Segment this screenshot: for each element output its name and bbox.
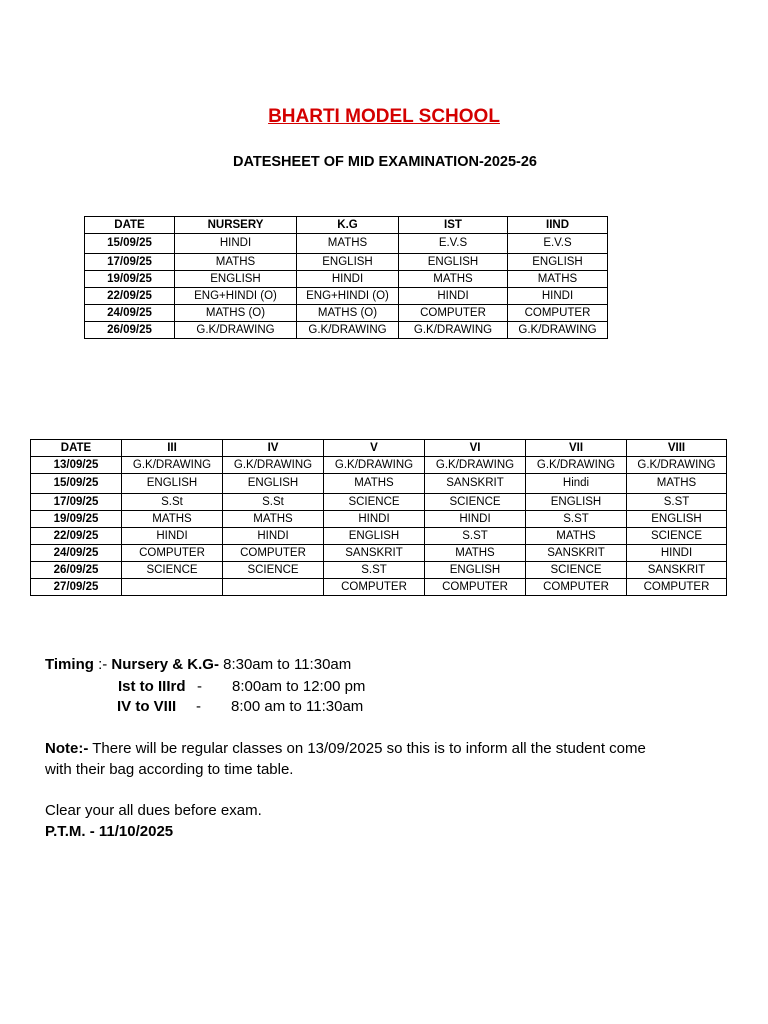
subject-cell: SCIENCE — [324, 494, 425, 511]
subject-cell: ENGLISH — [223, 474, 324, 494]
subject-cell: COMPUTER — [425, 579, 526, 596]
subject-cell: S.ST — [425, 528, 526, 545]
column-header: IIND — [508, 217, 608, 234]
table-row — [85, 254, 608, 271]
timing-line-iv-viii — [117, 697, 363, 717]
subject-cell: E.V.S — [508, 234, 608, 254]
date-cell: 22/09/25 — [85, 288, 175, 305]
subject-cell: COMPUTER — [324, 579, 425, 596]
column-header: NURSERY — [175, 217, 297, 234]
dues-note: Clear your all dues before exam. — [45, 802, 262, 819]
column-header: K.G — [297, 217, 399, 234]
subject-cell: MATHS (O) — [175, 305, 297, 322]
subject-cell: HINDI — [324, 511, 425, 528]
table-row — [31, 562, 727, 579]
subject-cell: SCIENCE — [526, 562, 627, 579]
subject-cell: ENGLISH — [399, 254, 508, 271]
subject-cell: HINDI — [122, 528, 223, 545]
column-header: IV — [223, 440, 324, 457]
timing-label: Timing — [45, 656, 94, 673]
subject-cell: ENG+HINDI (O) — [297, 288, 399, 305]
subject-cell: MATHS — [508, 271, 608, 288]
subject-cell: HINDI — [223, 528, 324, 545]
table-row — [31, 528, 727, 545]
table-row — [31, 457, 727, 474]
subject-cell: COMPUTER — [526, 579, 627, 596]
subject-cell: MATHS — [324, 474, 425, 494]
subject-cell: G.K/DRAWING — [425, 457, 526, 474]
school-name: BHARTI MODEL SCHOOL — [268, 106, 500, 127]
subject-cell: MATHS — [425, 545, 526, 562]
subject-cell: SANSKRIT — [627, 562, 727, 579]
subject-cell: ENGLISH — [297, 254, 399, 271]
date-cell: 15/09/25 — [31, 474, 122, 494]
subject-cell: SANSKRIT — [324, 545, 425, 562]
subject-cell: HINDI — [297, 271, 399, 288]
subject-cell: G.K/DRAWING — [175, 322, 297, 339]
datesheet-title: DATESHEET OF MID EXAMINATION-2025-26 — [232, 154, 537, 170]
subject-cell: E.V.S — [399, 234, 508, 254]
datesheet-table-senior — [30, 439, 727, 596]
table-body — [31, 457, 727, 596]
header-row — [31, 440, 727, 457]
subject-cell — [223, 579, 324, 596]
table-row — [31, 474, 727, 494]
date-cell: 15/09/25 — [85, 234, 175, 254]
date-cell: 24/09/25 — [85, 305, 175, 322]
note-text: There will be regular classes on 13/09/2025 so this is to inform all the student come — [92, 740, 646, 757]
subject-cell: MATHS — [122, 511, 223, 528]
subject-cell: G.K/DRAWING — [324, 457, 425, 474]
header-row — [85, 217, 608, 234]
subject-cell: G.K/DRAWING — [526, 457, 627, 474]
subject-cell: ENGLISH — [175, 271, 297, 288]
subject-cell: MATHS — [526, 528, 627, 545]
subject-cell: SANSKRIT — [526, 545, 627, 562]
subject-cell: G.K/DRAWING — [297, 322, 399, 339]
subject-cell: G.K/DRAWING — [508, 322, 608, 339]
timing-value: 8:30am to 11:30am — [223, 656, 352, 673]
note-line-2: with their bag according to time table. — [45, 761, 294, 778]
subject-cell: ENG+HINDI (O) — [175, 288, 297, 305]
date-cell: 19/09/25 — [85, 271, 175, 288]
subject-cell: S.St — [122, 494, 223, 511]
subject-cell: ENGLISH — [508, 254, 608, 271]
date-cell: 17/09/25 — [85, 254, 175, 271]
table-row — [31, 545, 727, 562]
timing-line-ist-iiird — [118, 677, 365, 697]
subject-cell: ENGLISH — [425, 562, 526, 579]
table-body — [85, 234, 608, 339]
date-cell: 27/09/25 — [31, 579, 122, 596]
subject-cell — [122, 579, 223, 596]
date-cell: 26/09/25 — [31, 562, 122, 579]
subject-cell: S.St — [223, 494, 324, 511]
table-row — [85, 288, 608, 305]
subject-cell: SCIENCE — [425, 494, 526, 511]
table-row — [31, 494, 727, 511]
timing-separator: :- — [98, 656, 108, 673]
subject-cell: S.ST — [627, 494, 727, 511]
date-cell: 13/09/25 — [31, 457, 122, 474]
subject-cell: Hindi — [526, 474, 627, 494]
column-header: DATE — [31, 440, 122, 457]
subject-cell: HINDI — [399, 288, 508, 305]
date-cell: 17/09/25 — [31, 494, 122, 511]
datesheet-table-junior — [84, 216, 608, 339]
note-label: Note:- — [45, 740, 89, 757]
timing-value: 8:00am to 12:00 pm — [232, 678, 366, 695]
subject-cell: MATHS — [175, 254, 297, 271]
ptm-date: P.T.M. - 11/10/2025 — [45, 823, 174, 840]
note-line-1 — [45, 739, 646, 759]
table-row — [85, 271, 608, 288]
subject-cell: G.K/DRAWING — [627, 457, 727, 474]
subject-cell: S.ST — [526, 511, 627, 528]
subject-cell: HINDI — [627, 545, 727, 562]
subject-cell: G.K/DRAWING — [122, 457, 223, 474]
subject-cell: MATHS — [627, 474, 727, 494]
subject-cell: ENGLISH — [526, 494, 627, 511]
subject-cell: HINDI — [508, 288, 608, 305]
subject-cell: ENGLISH — [324, 528, 425, 545]
subject-cell: SCIENCE — [223, 562, 324, 579]
subject-cell: COMPUTER — [122, 545, 223, 562]
subject-cell: S.ST — [324, 562, 425, 579]
table-header — [31, 440, 727, 457]
subject-cell: COMPUTER — [223, 545, 324, 562]
table-row — [31, 511, 727, 528]
table-row — [85, 322, 608, 339]
date-cell: 19/09/25 — [31, 511, 122, 528]
date-cell: 26/09/25 — [85, 322, 175, 339]
column-header: III — [122, 440, 223, 457]
timing-dash: - — [196, 698, 201, 715]
subject-cell: COMPUTER — [399, 305, 508, 322]
column-header: IST — [399, 217, 508, 234]
column-header: V — [324, 440, 425, 457]
subject-cell: ENGLISH — [627, 511, 727, 528]
timing-group-label: IV to VIII — [117, 698, 177, 715]
subject-cell: MATHS — [399, 271, 508, 288]
subject-cell: G.K/DRAWING — [399, 322, 508, 339]
date-cell: 22/09/25 — [31, 528, 122, 545]
column-header: VIII — [627, 440, 727, 457]
column-header: VII — [526, 440, 627, 457]
table-row — [85, 234, 608, 254]
subject-cell: COMPUTER — [508, 305, 608, 322]
subject-cell: MATHS (O) — [297, 305, 399, 322]
subject-cell: MATHS — [223, 511, 324, 528]
subject-cell: SCIENCE — [627, 528, 727, 545]
subject-cell: COMPUTER — [627, 579, 727, 596]
column-header: VI — [425, 440, 526, 457]
subject-cell: SANSKRIT — [425, 474, 526, 494]
timing-group-label: Nursery & K.G- — [111, 656, 219, 673]
subject-cell: HINDI — [425, 511, 526, 528]
timing-line-nursery-kg — [45, 655, 351, 675]
subject-cell: G.K/DRAWING — [223, 457, 324, 474]
date-cell: 24/09/25 — [31, 545, 122, 562]
table-row — [85, 305, 608, 322]
subject-cell: MATHS — [297, 234, 399, 254]
subject-cell: SCIENCE — [122, 562, 223, 579]
table-row — [31, 579, 727, 596]
timing-dash: - — [197, 678, 202, 695]
timing-group-label: Ist to IIIrd — [118, 678, 186, 695]
subject-cell: ENGLISH — [122, 474, 223, 494]
column-header: DATE — [85, 217, 175, 234]
subject-cell: HINDI — [175, 234, 297, 254]
timing-value: 8:00 am to 11:30am — [231, 698, 364, 715]
table-header — [85, 217, 608, 234]
